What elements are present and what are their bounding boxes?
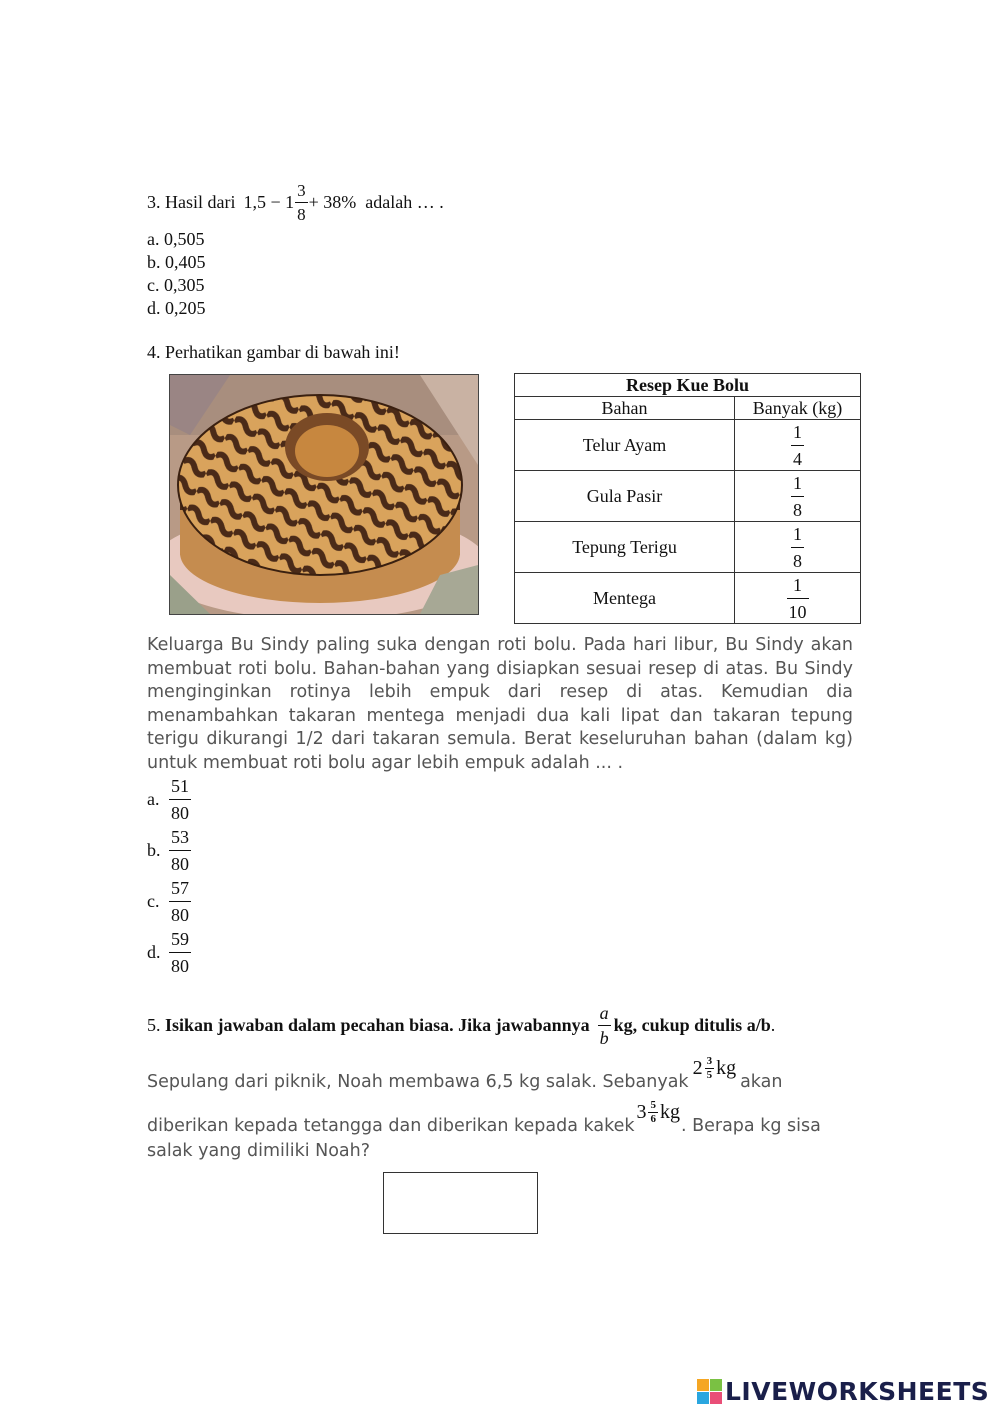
ingredient-amount [735, 471, 861, 522]
ingredient-name: Mentega [515, 573, 735, 624]
q4-option-b[interactable] [147, 828, 191, 873]
q3-option-d[interactable]: d. 0,205 [147, 298, 206, 318]
q5-story-line-3: salak yang dimiliki Noah? [147, 1141, 371, 1161]
ingredient-amount [735, 573, 861, 624]
q5-story-line-2 [147, 1100, 821, 1136]
option-num: 57 [171, 878, 189, 898]
mixed-num: 3 [706, 1055, 713, 1067]
q3-prefix: 3. Hasil dari [147, 192, 236, 212]
table-row [515, 522, 861, 573]
ingredient-name: Telur Ayam [515, 420, 735, 471]
recipe-table [514, 373, 861, 624]
table-row [515, 573, 861, 624]
logo-text: LIVEWORKSHEETS [725, 1377, 990, 1406]
amount-num: 1 [793, 523, 802, 544]
amount-num: 1 [793, 421, 802, 442]
q5-number: 5. [147, 1015, 161, 1035]
ingredient-name: Tepung Terigu [515, 522, 735, 573]
amount-den: 10 [787, 598, 809, 621]
ingredient-amount [735, 522, 861, 573]
option-den: 80 [169, 901, 191, 924]
option-den: 80 [169, 799, 191, 822]
option-label: d. [147, 942, 161, 962]
recipe-table-title: Resep Kue Bolu [515, 374, 861, 397]
q5-line1-b: akan [740, 1072, 783, 1092]
mixed-num: 5 [650, 1099, 656, 1111]
q5-line2-a: diberikan kepada tetangga dan diberikan kepada kakek [147, 1116, 635, 1136]
q4-option-c[interactable] [147, 879, 191, 924]
mixed-whole: 2 [692, 1057, 703, 1079]
q3-expr-a: 1,5 − 1 [243, 192, 295, 212]
q3-option-a[interactable]: a. 0,505 [147, 229, 205, 249]
option-label: b. [147, 840, 161, 860]
table-row [515, 420, 861, 471]
q3-expr-b: + 38% [308, 192, 357, 212]
option-label: c. [147, 891, 160, 911]
mixed-den: 6 [650, 1113, 656, 1125]
q5-frac-den: b [598, 1025, 611, 1047]
q5-fraction [598, 1004, 611, 1047]
mixed-whole: 3 [636, 1101, 647, 1123]
q3-frac-num: 3 [297, 181, 306, 200]
ingredient-amount [735, 420, 861, 471]
q4-title: 4. Perhatikan gambar di bawah ini! [147, 342, 400, 362]
q3-option-b[interactable]: b. 0,405 [147, 252, 206, 272]
q4-option-a[interactable] [147, 777, 191, 822]
option-num: 59 [171, 929, 189, 949]
q5-instruction-a: Isikan jawaban dalam pecahan biasa. Jika jawabannya [165, 1015, 590, 1035]
col-header-banyak: Banyak (kg) [735, 397, 861, 420]
amount-den: 4 [791, 445, 804, 468]
amount-den: 8 [791, 496, 804, 519]
amount-den: 8 [791, 547, 804, 570]
option-num: 53 [171, 827, 189, 847]
q3-option-c[interactable]: c. 0,305 [147, 275, 205, 295]
q3-fraction [295, 182, 308, 223]
option-label: a. [147, 789, 160, 809]
q5-instruction [147, 1004, 775, 1047]
q4-story: Keluarga Bu Sindy paling suka dengan roti bolu. Pada hari libur, Bu Sindy akan membuat roti bolu. Bahan-bahan yang disiapkan sesuai resep di atas. Bu Sindy menginginkan rotinya lebih empuk dari resep di atas. Kemudian dia menambahkan takaran mentega menjadi dua kali lipat dan takaran tepung terigu dikurangi 1/2 dari takaran semula. Berat keseluruhan bahan (dalam kg) untuk membuat roti bolu agar lebih empuk adalah ... . [147, 635, 853, 773]
option-num: 51 [171, 776, 189, 796]
answer-input-box[interactable] [383, 1172, 538, 1234]
mixed-unit: kg [716, 1057, 737, 1079]
q3-suffix: adalah … . [365, 192, 444, 212]
liveworksheets-logo [697, 1377, 989, 1406]
q4-option-d[interactable] [147, 930, 191, 975]
q5-story-line-1 [147, 1056, 782, 1092]
amount-num: 1 [793, 574, 802, 595]
col-header-bahan: Bahan [515, 397, 735, 420]
option-den: 80 [169, 850, 191, 873]
cake-image [169, 374, 479, 615]
q5-instruction-b: kg, cukup ditulis a/b [613, 1015, 771, 1035]
ingredient-name: Gula Pasir [515, 471, 735, 522]
mixed-den: 5 [706, 1069, 713, 1081]
q3-expression [243, 182, 356, 223]
amount-num: 1 [793, 472, 802, 493]
q3-frac-den: 8 [295, 202, 308, 223]
option-den: 80 [169, 952, 191, 975]
mixed-unit: kg [659, 1101, 680, 1123]
logo-icon [697, 1379, 722, 1404]
q5-instruction-end: . [770, 1015, 776, 1035]
mixed-fraction-1 [693, 1056, 737, 1081]
question-3 [147, 182, 444, 223]
q5-line1-a: Sepulang dari piknik, Noah membawa 6,5 kg salak. Sebanyak [147, 1072, 689, 1092]
q5-frac-num: a [599, 1003, 609, 1023]
q5-line2-b: . Berapa kg sisa [680, 1116, 821, 1136]
mixed-fraction-2 [636, 1100, 680, 1125]
table-row [515, 471, 861, 522]
